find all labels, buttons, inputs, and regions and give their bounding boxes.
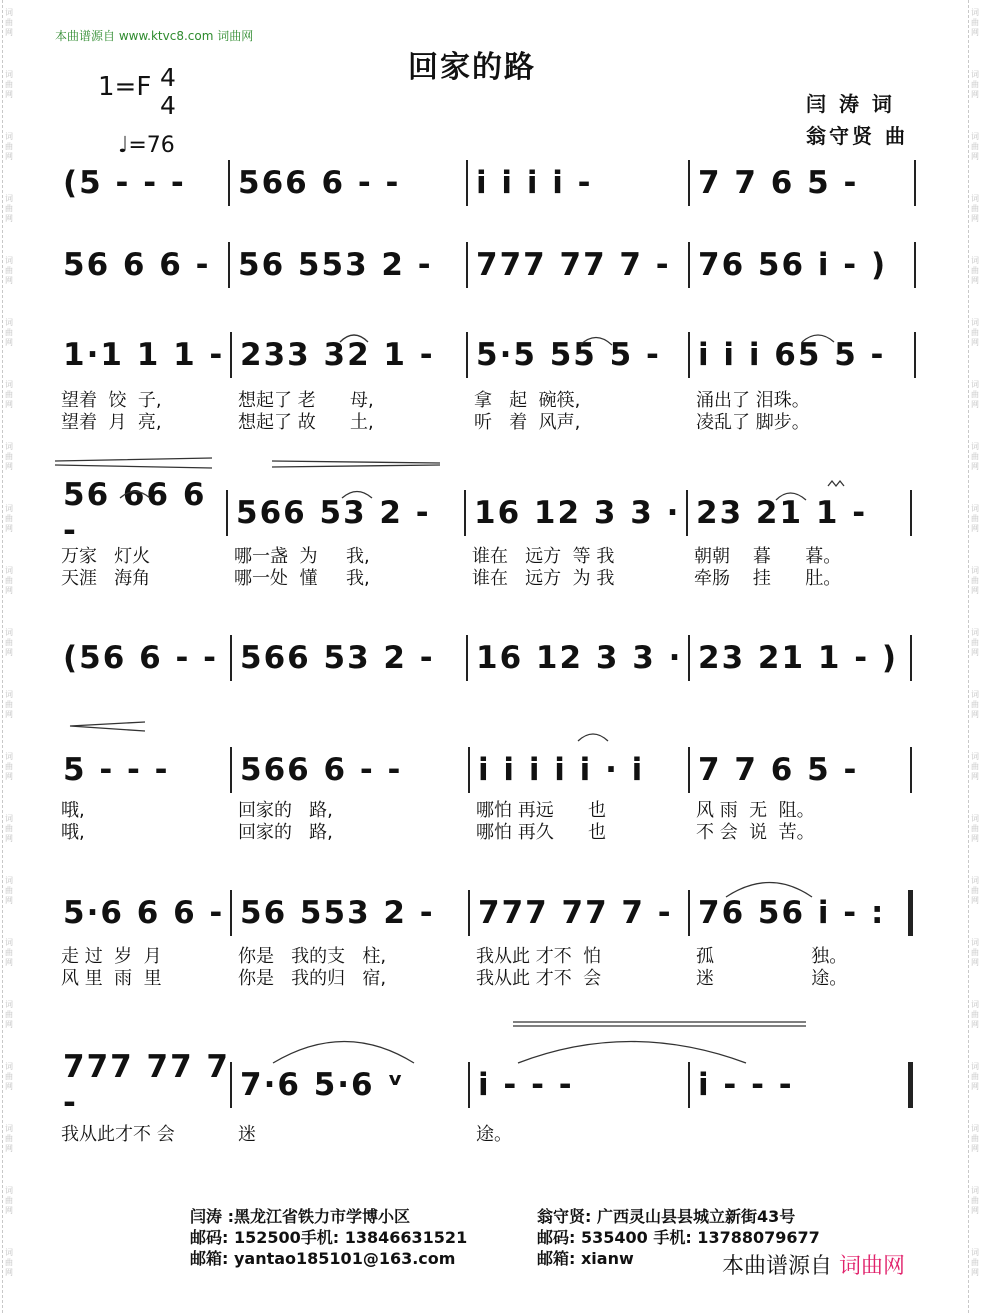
measure: 566 6 - - [238, 165, 401, 201]
lyric-block: 想起了 老 母, 想起了 故 土, [238, 390, 374, 433]
lyric-block: 谁在 远方 等 我 谁在 远方 为 我 [472, 546, 615, 589]
side-watermark: 词 曲 网 [5, 504, 13, 533]
lyric-block: 途。 [476, 1124, 512, 1145]
side-watermark: 词 曲 网 [5, 442, 13, 471]
slur [340, 335, 368, 342]
measure: 566 53 2 - [236, 495, 431, 531]
side-watermark: 词 曲 网 [971, 690, 979, 719]
side-watermark: 词 曲 网 [5, 1000, 13, 1029]
side-watermark: 词 曲 网 [971, 132, 979, 161]
measure: 56 6 6 - [63, 247, 211, 283]
side-watermark: 词 曲 网 [5, 628, 13, 657]
lyricist-email: 邮箱: yantao185101@163.com [190, 1249, 456, 1268]
footer-left [190, 1206, 467, 1269]
measure: 566 53 2 - [240, 640, 435, 676]
side-watermark: 词 曲 网 [971, 194, 979, 223]
measure: 16 12 3 3 · [476, 640, 683, 676]
measure: 233 32 1 - [240, 337, 435, 373]
side-watermark: 词 曲 网 [971, 504, 979, 533]
slur [578, 734, 608, 741]
lyricist-postcode-phone: 邮码: 152500手机: 13846631521 [190, 1228, 468, 1247]
lyric-block: 回家的 路, 回家的 路, [238, 800, 333, 843]
measure: 56 553 2 - [240, 895, 435, 931]
lyric-block: 我从此 才不 怕 我从此 才不 会 [476, 946, 602, 989]
side-watermark: 词 曲 网 [5, 938, 13, 967]
measure: (56 6 - - [63, 640, 218, 676]
side-watermark: 词 曲 网 [971, 1186, 979, 1215]
measure: 566 6 - - [240, 752, 403, 788]
side-watermark: 词 曲 网 [5, 1062, 13, 1091]
measure: i i i i - [476, 165, 593, 201]
crescendo-hairpin [272, 461, 440, 467]
slur [726, 883, 812, 898]
time-sig-bottom: 4 [160, 91, 176, 120]
brand-text: 本曲谱源自 [722, 1254, 833, 1279]
side-watermark: 词 曲 网 [971, 752, 979, 781]
slur [802, 335, 834, 342]
measure: (5 - - - [63, 165, 186, 201]
measure: i - - - [478, 1067, 574, 1103]
side-watermark: 词 曲 网 [5, 752, 13, 781]
trill-mark [828, 481, 844, 486]
measure: 23 21 1 - [696, 495, 868, 531]
side-watermark: 词 曲 网 [971, 1000, 979, 1029]
side-watermark: 词 曲 网 [971, 70, 979, 99]
side-watermark: 词 曲 网 [5, 380, 13, 409]
measure: i i i 65 5 - [698, 337, 886, 373]
lyricist-credit: 闫 涛 词 [806, 92, 895, 116]
brand-name: 词曲网 [839, 1254, 906, 1279]
side-watermark: 词 曲 网 [971, 256, 979, 285]
measure: 76 56 i - : [698, 895, 886, 931]
lyric-block: 朝朝 暮 暮。 牵肠 挂 肚。 [694, 546, 842, 589]
slur [580, 338, 612, 346]
slur [273, 1042, 414, 1064]
slur [342, 492, 372, 499]
side-watermark: 词 曲 网 [971, 628, 979, 657]
side-watermark: 词 曲 网 [5, 690, 13, 719]
lyric-block: 哪一盏 为 我, 哪一处 懂 我, [234, 546, 370, 589]
side-watermark: 词 曲 网 [971, 1248, 979, 1277]
brand-footer [722, 1249, 905, 1280]
key-signature: 1=F [98, 72, 152, 102]
side-watermark: 词 曲 网 [5, 194, 13, 223]
side-watermark: 词 曲 网 [971, 380, 979, 409]
measure: 777 77 7 - [478, 895, 673, 931]
slur [120, 492, 150, 499]
side-watermark: 词 曲 网 [5, 1124, 13, 1153]
measure: i i i i i · i [478, 752, 645, 788]
side-watermark: 词 曲 网 [5, 8, 13, 37]
side-watermark: 词 曲 网 [971, 938, 979, 967]
side-watermark: 词 曲 网 [5, 1186, 13, 1215]
side-watermark: 词 曲 网 [5, 566, 13, 595]
lyric-block: 望着 饺 子, 望着 月 亮, [61, 390, 162, 433]
side-watermark: 词 曲 网 [971, 814, 979, 843]
composer-postcode-phone: 邮码: 535400 手机: 13788079677 [537, 1228, 820, 1247]
side-watermark: 词 曲 网 [971, 8, 979, 37]
measure: 7 7 6 5 - [698, 752, 859, 788]
crescendo-hairpin [55, 458, 212, 468]
side-watermark: 词 曲 网 [5, 256, 13, 285]
measure: 5·5 55 5 - [476, 337, 661, 373]
lyric-block: 万家 灯火 天涯 海角 [61, 546, 151, 589]
source-note: 本曲谱源自 www.ktvc8.com 词曲网 [55, 29, 254, 43]
tempo-mark: ♩=76 [118, 133, 175, 158]
lyricist-address: 闫涛 :黑龙江省铁力市学博小区 [190, 1207, 410, 1226]
measure: 56 66 6 - [63, 477, 207, 549]
composer-credit: 翁守贤 曲 [806, 124, 908, 148]
lyric-block: 哦, 哦, [61, 800, 85, 843]
lyric-block: 风 雨 无 阻。 不 会 说 苦。 [696, 800, 815, 843]
measure: 7 7 6 5 - [698, 165, 859, 201]
measure: i - - - [698, 1067, 794, 1103]
measure: 5·6 6 6 - [63, 895, 225, 931]
lyric-block: 我从此才不 会 [61, 1124, 175, 1145]
measure: 5 - - - [63, 752, 170, 788]
side-watermark: 词 曲 网 [5, 318, 13, 347]
slur [776, 493, 806, 500]
measure: 23 21 1 - ) [698, 640, 899, 676]
measure: 16 12 3 3 · [474, 495, 681, 531]
side-watermark: 词 曲 网 [5, 1248, 13, 1277]
measure: 56 553 2 - [238, 247, 433, 283]
side-watermark: 词 曲 网 [5, 814, 13, 843]
lyric-block: 拿 起 碗筷, 听 着 风声, [474, 390, 581, 433]
crescendo-hairpin [513, 1022, 806, 1026]
side-watermark: 词 曲 网 [971, 442, 979, 471]
side-watermark: 词 曲 网 [5, 70, 13, 99]
measure: 7·6 5·6 ᵛ [240, 1067, 405, 1103]
lyric-block: 走 过 岁 月 风 里 雨 里 [61, 946, 162, 989]
side-watermark: 词 曲 网 [5, 132, 13, 161]
measure: 76 56 i - ) [698, 247, 888, 283]
measure: 1·1 1 1 - [63, 337, 225, 373]
side-watermark: 词 曲 网 [971, 1124, 979, 1153]
side-watermark: 词 曲 网 [971, 318, 979, 347]
measure: 777 77 7 - [63, 1049, 231, 1121]
decrescendo-hairpin [70, 722, 145, 731]
composer-email: 邮箱: xianw [537, 1249, 634, 1268]
slur [518, 1042, 746, 1064]
lyric-block: 涌出了 泪珠。 凌乱了 脚步。 [696, 390, 810, 433]
side-watermark: 词 曲 网 [971, 566, 979, 595]
time-sig-top: 4 [160, 63, 176, 92]
lyric-block: 孤 独。 迷 途。 [696, 946, 848, 989]
measure: 777 77 7 - [476, 247, 671, 283]
lyric-block: 迷 [238, 1124, 256, 1145]
side-watermark: 词 曲 网 [5, 876, 13, 905]
lyric-block: 哪怕 再远 也 哪怕 再久 也 [476, 800, 607, 843]
song-title: 回家的路 [408, 50, 536, 85]
side-watermark: 词 曲 网 [971, 1062, 979, 1091]
side-watermark: 词 曲 网 [971, 876, 979, 905]
lyric-block: 你是 我的支 柱, 你是 我的归 宿, [238, 946, 387, 989]
composer-address: 翁守贤: 广西灵山县县城立新街43号 [537, 1207, 796, 1226]
